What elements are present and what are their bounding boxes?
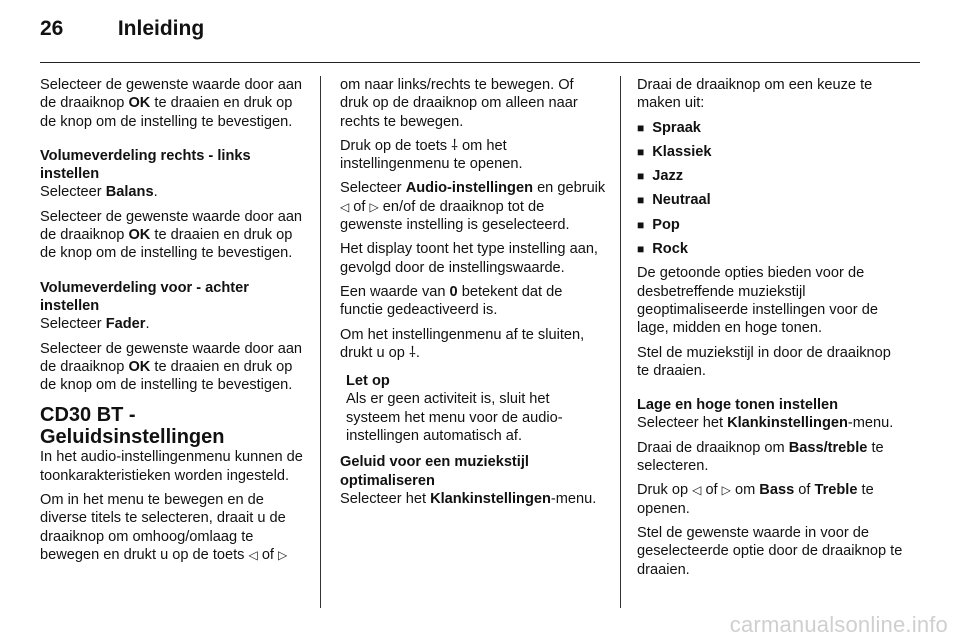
right-arrow-icon: ▷ bbox=[278, 547, 288, 562]
menu-icon: ⸸ bbox=[408, 344, 416, 361]
page-number: 26 bbox=[40, 17, 64, 40]
section-heading: CD30 BT - Geluidsinstellingen bbox=[40, 404, 225, 449]
column-divider-2 bbox=[620, 76, 621, 608]
paragraph: Selecteer Audio-instellingen en gebruik ◁ of ▷ en/of de draaiknop tot de gewenste instelling is geselecteerd. bbox=[340, 180, 606, 234]
paragraph: Om het instellingenmenu af te sluiten, drukt u op ⸸. bbox=[340, 326, 585, 361]
column-3 bbox=[637, 76, 905, 585]
paragraph: Draai de draaiknop om Bass/treble te selecteren. bbox=[637, 439, 884, 475]
paragraph: Selecteer het Klankinstellingen-menu. bbox=[340, 490, 597, 507]
menu-icon: ⸸ bbox=[451, 137, 458, 154]
column-2 bbox=[340, 76, 606, 514]
list-item: ■ Pop bbox=[637, 216, 905, 234]
note-body: Als er geen activiteit is, sluit het systeem het menu voor de audio-instellingen automatisch af. bbox=[346, 391, 563, 445]
paragraph: Om in het menu te bewegen en de diverse titels te selecteren, draait u de draaiknop om omhoog/omlaag te bewegen en drukt u op de toets ◁ of ▷ bbox=[40, 492, 288, 563]
subheading-volume-left-right: Volumeverdeling rechts - links instellen bbox=[40, 147, 251, 183]
paragraph: Selecteer Fader. bbox=[40, 316, 150, 333]
paragraph: Selecteer Balans. bbox=[40, 184, 158, 201]
paragraph: Druk op ◁ of ▷ om Bass of Treble te openen. bbox=[637, 482, 874, 517]
header-rule bbox=[40, 62, 920, 63]
paragraph: om naar links/rechts te bewegen. Of druk op de draaiknop om alleen naar rechts te bewegen. bbox=[340, 77, 578, 130]
paragraph: Een waarde van 0 betekent dat de functie gedeactiveerd is. bbox=[340, 283, 563, 319]
paragraph: Selecteer de gewenste waarde door aan de draaiknop OK te draaien en druk op de knop om de instelling te bevestigen. bbox=[40, 77, 303, 130]
watermark: carmanualsonline.info bbox=[729, 612, 948, 637]
left-arrow-icon: ◁ bbox=[248, 547, 258, 562]
paragraph: In het audio-instellingenmenu kunnen de toonkarakteristieken worden ingesteld. bbox=[40, 449, 303, 484]
paragraph: Selecteer het Klankinstellingen-menu. bbox=[637, 415, 894, 432]
left-arrow-icon: ◁ bbox=[692, 483, 702, 498]
note-box bbox=[340, 372, 606, 445]
subheading-volume-front-rear: Volumeverdeling voor - achter instellen bbox=[40, 279, 249, 314]
page-title: Inleiding bbox=[117, 17, 205, 40]
paragraph: Selecteer de gewenste waarde door aan de draaiknop OK te draaien en druk op de knop om de instelling te bevestigen. bbox=[40, 208, 303, 262]
paragraph: Het display toont het type instelling aan, gevolgd door de instellingswaarde. bbox=[340, 241, 598, 276]
left-arrow-icon: ◁ bbox=[340, 199, 350, 214]
paragraph: Stel de muziekstijl in door de draaiknop te draaien. bbox=[637, 344, 891, 379]
paragraph: Stel de gewenste waarde in voor de geselecteerde optie door de draaiknop te draaien. bbox=[637, 524, 903, 578]
column-1 bbox=[40, 76, 308, 570]
list-item: ■ Neutraal bbox=[637, 191, 905, 209]
list-item: ■ Jazz bbox=[637, 167, 905, 185]
page-header bbox=[40, 17, 204, 41]
option-list bbox=[637, 119, 905, 259]
note-title: Let op bbox=[346, 373, 390, 390]
paragraph: Draai de draaiknop om een keuze te maken uit: bbox=[637, 77, 873, 112]
paragraph: Druk op de toets ⸸ om het instellingenmenu te openen. bbox=[340, 137, 523, 173]
right-arrow-icon: ▷ bbox=[369, 199, 379, 214]
list-item: ■ Klassiek bbox=[637, 143, 905, 161]
paragraph: De getoonde opties bieden voor de desbetreffende muziekstijl geoptimaliseerde instellingen voor de lage, midden en hoge tonen. bbox=[637, 265, 878, 337]
right-arrow-icon: ▷ bbox=[721, 483, 731, 498]
subheading-music-style: Geluid voor een muziekstijl optimaliseren bbox=[340, 454, 529, 489]
paragraph: Selecteer de gewenste waarde door aan de draaiknop OK te draaien en druk op de knop om de instelling te bevestigen. bbox=[40, 340, 303, 394]
list-item: ■ Rock bbox=[637, 240, 905, 258]
column-divider-1 bbox=[320, 76, 321, 608]
list-item: ■ Spraak bbox=[637, 119, 905, 137]
subheading-bass-treble: Lage en hoge tonen instellen bbox=[637, 397, 839, 414]
